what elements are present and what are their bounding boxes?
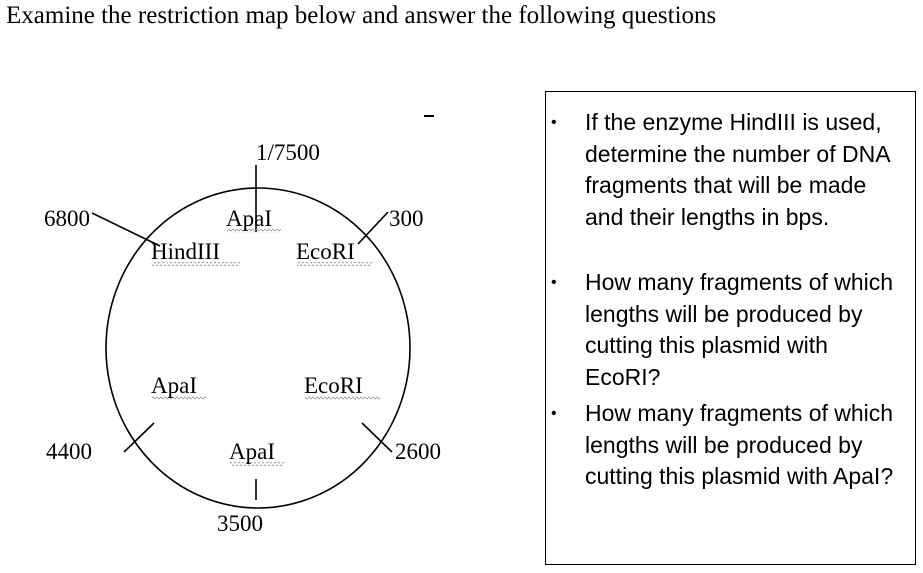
bullet-icon: • — [551, 114, 557, 131]
bullet-icon: • — [551, 274, 557, 291]
questions-box — [545, 91, 916, 565]
position-label-lower-right: 2600 — [395, 439, 441, 464]
enzyme-label-hindiii: HindIII — [151, 239, 220, 264]
position-label-bottom: 3500 — [217, 511, 263, 536]
cut-line-hindiii — [92, 213, 160, 246]
enzyme-label-apai-bottom: ApaI — [229, 439, 275, 464]
question-text: How many fragments of which lengths will be produced by cutting this plasmid with EcoRI? — [585, 269, 894, 390]
enzyme-label-apai-left: ApaI — [151, 373, 197, 398]
bullet-icon: • — [551, 405, 557, 422]
question-text: How many fragments of which lengths will be produced by cutting this plasmid with ApaI? — [585, 400, 894, 489]
position-label-top: 1/7500 — [256, 140, 320, 165]
position-label-lower-left: 4400 — [46, 439, 92, 464]
enzyme-label-ecori-top: EcoRI — [296, 239, 355, 264]
position-label-upper-right: 300 — [389, 206, 424, 231]
enzyme-label-ecori-right: EcoRI — [304, 373, 363, 398]
page-title: Examine the restriction map below and answer the following questions — [6, 2, 717, 29]
enzyme-label-apai-top: ApaI — [226, 206, 272, 231]
question-text: If the enzyme HindIII is used, determine the number of DNA fragments that will be made and their lengths in bps. — [585, 109, 890, 230]
cut-line-ecori-top — [358, 212, 388, 244]
position-label-upper-left: 6800 — [44, 206, 90, 231]
